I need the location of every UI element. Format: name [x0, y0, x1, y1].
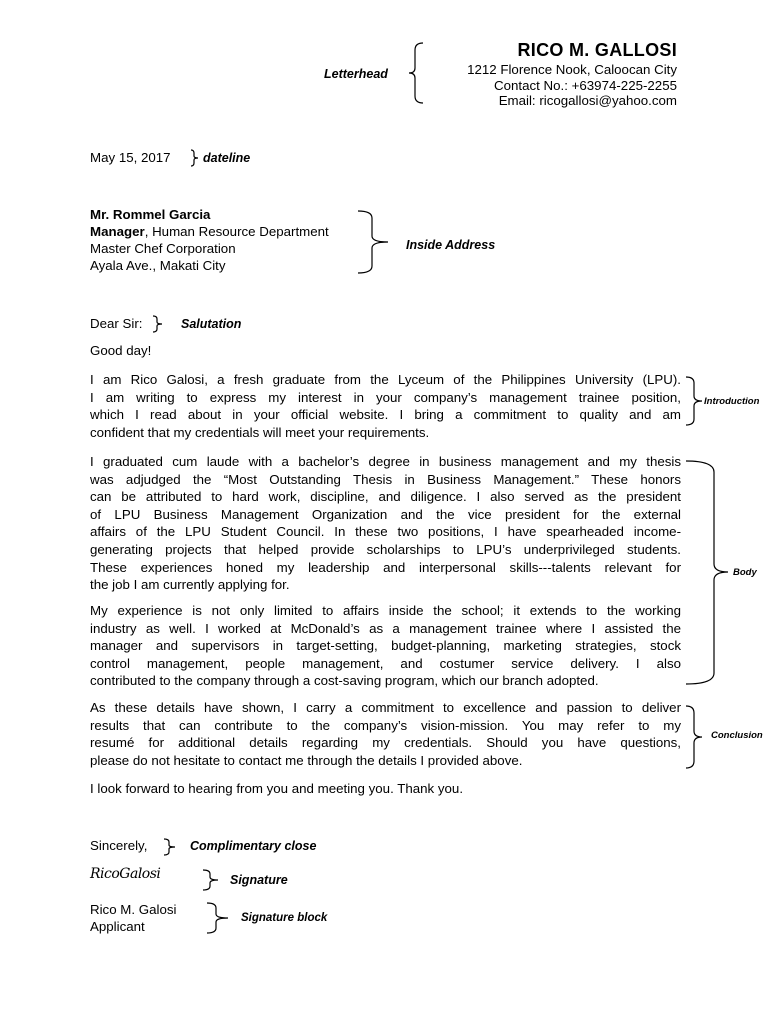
letterhead-email: Email: ricogallosi@yahoo.com [498, 93, 677, 108]
closing-line: I look forward to hearing from you and meeting you. Thank you. [90, 781, 464, 796]
salutation-text: Dear Sir: [90, 316, 143, 331]
letterhead-contact: Contact No.: +63974-225-2255 [494, 78, 677, 93]
body-paragraph-1: I graduated cum laude with a bachelor’s degree in business management and my thesis was adjudged the “Most Outstanding Thesis in Business Management.” These honors can be attributed to hard work, discipline, and diligence. I also served as the president of LPU Business Management Organization and the vice president for the external affairs of the LPU Student Council. In these two positions, I have spearheaded income- generating projects that helped provide scholarships to LPU’s underprivileged students. These experiences honed my leadership and interpersonal skills---talents relevant for the job I am currently applying for. [90, 454, 681, 593]
letterhead-brace [405, 42, 427, 104]
salutation-label: Salutation [181, 317, 242, 331]
introduction-brace [684, 376, 704, 426]
complimentary-close-brace [162, 838, 178, 856]
complimentary-close-label: Complimentary close [190, 839, 317, 853]
signature-brace [201, 869, 221, 891]
introduction-paragraph: I am Rico Galosi, a fresh graduate from the Lyceum of the Philippines University (LPU). I am writing to express my interest in your company’s management trainee position, which I read about in your official website. I bring a commitment to quality and am confident that my credentials will meet your requirements. [90, 372, 681, 440]
salutation-brace [151, 315, 165, 333]
signature-label: Signature [230, 873, 288, 887]
signature-block-label: Signature block [241, 912, 328, 924]
dateline-brace [189, 149, 201, 167]
body-label: Body [733, 567, 757, 578]
letterhead-name: RICO M. GALLOSI [517, 40, 677, 60]
recipient-company: Master Chef Corporation [90, 241, 236, 256]
signature-block-name: Rico M. Galosi [90, 902, 177, 917]
letterhead-address: 1212 Florence Nook, Caloocan City [467, 62, 677, 77]
dateline-date: May 15, 2017 [90, 150, 171, 165]
recipient-location: Ayala Ave., Makati City [90, 258, 226, 273]
dateline-label: dateline [203, 151, 251, 165]
recipient-name: Mr. Rommel Garcia [90, 207, 211, 222]
conclusion-brace [684, 705, 704, 769]
conclusion-paragraph: As these details have shown, I carry a commitment to excellence and passion to deliver results that can contribute to the company’s vision-mission. You may refer to my resumé for additional details regarding my credentials. Should you have questions, please do not hesitate to contact me through the details I provided above. [90, 700, 681, 768]
recipient-title: Manager, Human Resource Department [90, 224, 329, 239]
body-brace [684, 460, 730, 686]
letterhead-label: Letterhead [324, 67, 388, 81]
signature-block-role: Applicant [90, 919, 145, 934]
inside-address-brace [356, 210, 390, 274]
greeting: Good day! [90, 343, 152, 358]
conclusion-label: Conclusion [711, 730, 763, 741]
signature-block-brace [205, 902, 231, 934]
inside-address-label: Inside Address [406, 238, 496, 252]
signature-image: RicoGalosi [90, 866, 161, 882]
body-paragraph-2: My experience is not only limited to affairs inside the school; it extends to the working industry as well. I worked at McDonald’s as a management trainee where I assisted the manager and supervisors in target-setting, budget-planning, marketing strategies, stock control management, people management, and costumer service delivery. I also contributed to the company through a cost-saving program, which our branch adopted. [90, 603, 681, 689]
introduction-label: Introduction [704, 396, 760, 407]
complimentary-close: Sincerely, [90, 838, 148, 853]
